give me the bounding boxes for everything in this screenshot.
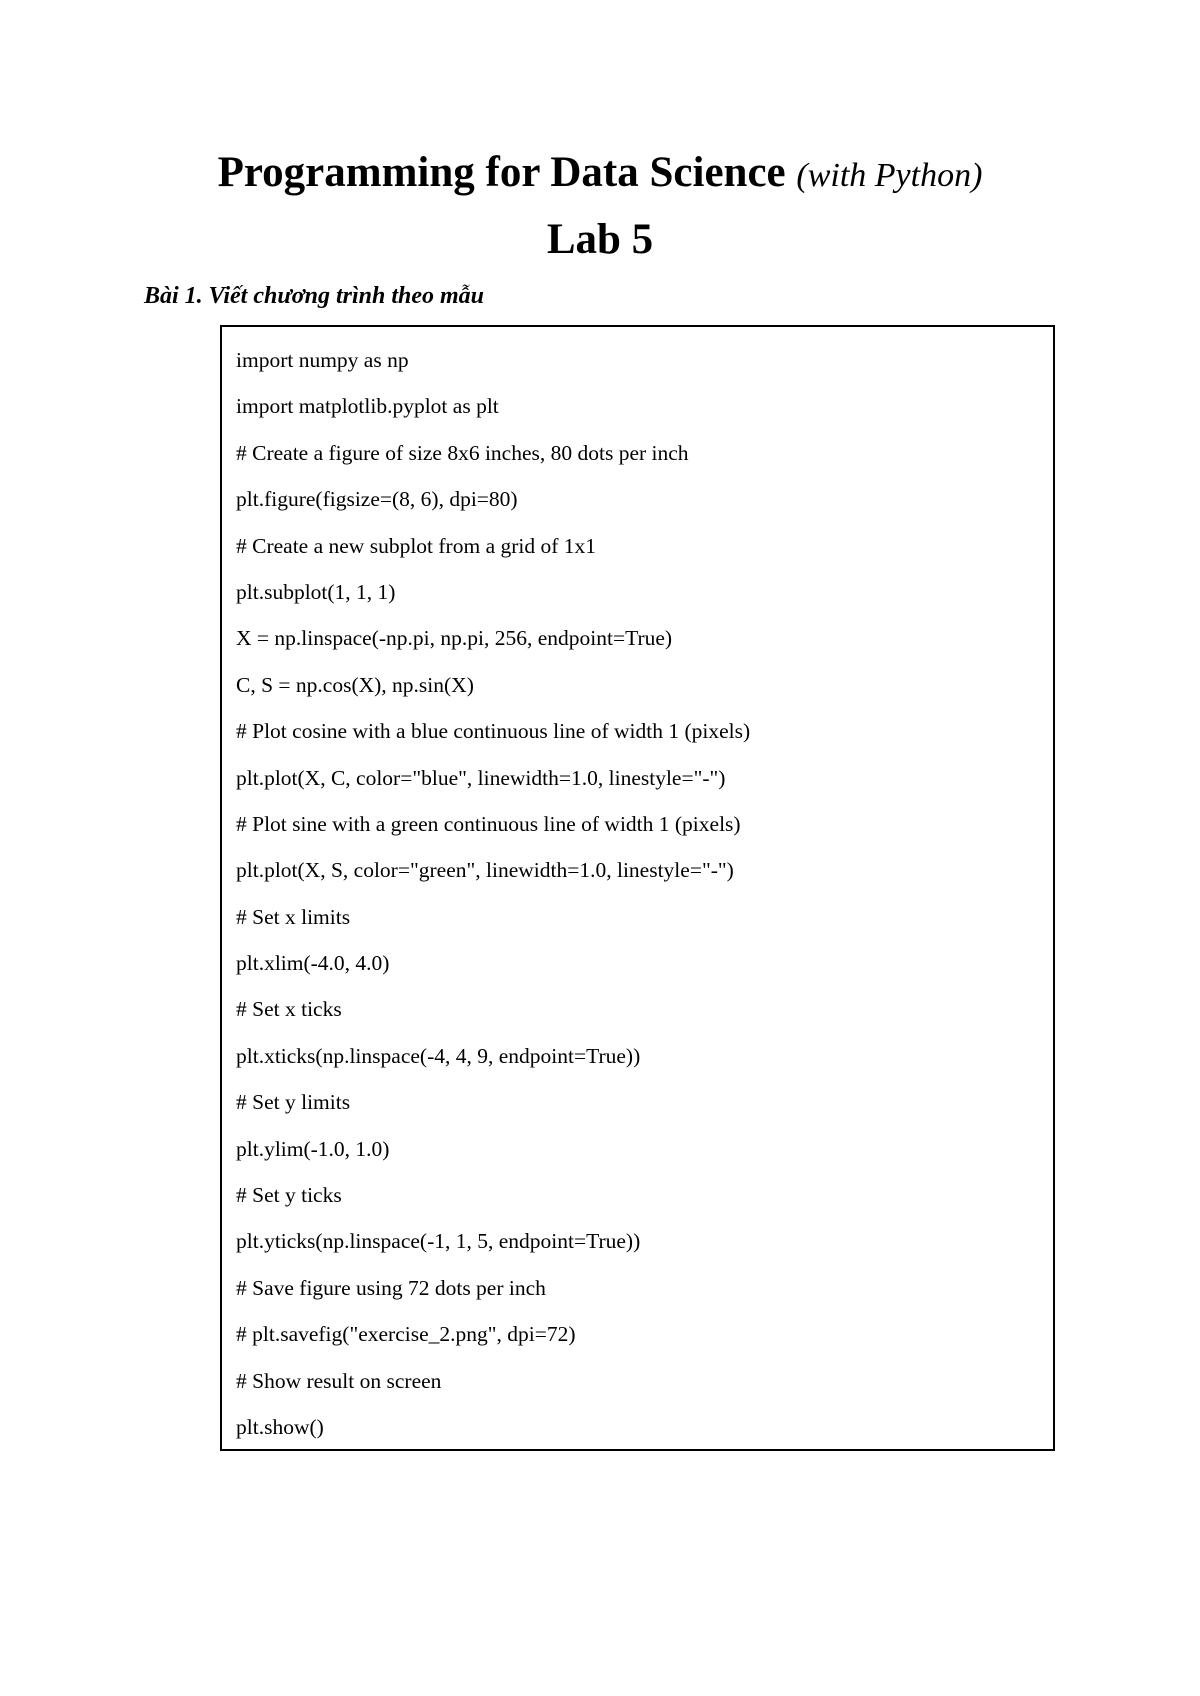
code-line: plt.xlim(-4.0, 4.0) <box>236 951 390 976</box>
document-title-main: Programming for Data Science <box>217 149 786 196</box>
exercise-heading: Bài 1. Viết chương trình theo mẫu <box>144 283 485 309</box>
code-line: # Set x ticks <box>236 997 342 1022</box>
code-line: plt.subplot(1, 1, 1) <box>236 579 396 604</box>
code-line: # Create a new subplot from a grid of 1x1 <box>236 533 597 558</box>
code-line: C, S = np.cos(X), np.sin(X) <box>236 672 474 697</box>
document-title <box>0 145 1200 204</box>
code-line: # Plot sine with a green continuous line of width 1 (pixels) <box>236 811 741 836</box>
code-line: import numpy as np <box>236 348 409 372</box>
code-line: plt.plot(X, S, color="green", linewidth=1.0, linestyle="-") <box>236 858 734 883</box>
document-title-italic: (with Python) <box>796 157 983 194</box>
code-line: plt.xticks(np.linspace(-4, 4, 9, endpoint=True)) <box>236 1043 641 1068</box>
code-line: X = np.linspace(-np.pi, np.pi, 256, endpoint=True) <box>236 626 673 651</box>
code-line: plt.plot(X, C, color="blue", linewidth=1.0, linestyle="-") <box>236 765 726 790</box>
code-line: # plt.savefig("exercise_2.png", dpi=72) <box>236 1322 576 1347</box>
code-line: plt.figure(figsize=(8, 6), dpi=80) <box>236 487 518 512</box>
code-line: plt.yticks(np.linspace(-1, 1, 5, endpoint=True)) <box>236 1229 641 1254</box>
code-line: # Plot cosine with a blue continuous line of width 1 (pixels) <box>236 719 751 744</box>
code-box <box>220 325 1055 1451</box>
code-line: import matplotlib.pyplot as plt <box>236 394 499 419</box>
code-line: # Set y ticks <box>236 1183 342 1208</box>
lab-title: Lab 5 <box>546 216 654 263</box>
code-line: # Show result on screen <box>236 1368 442 1393</box>
code-line: plt.show() <box>236 1414 324 1439</box>
code-line: # Create a figure of size 8x6 inches, 80 dots per inch <box>236 440 689 465</box>
code-line: plt.ylim(-1.0, 1.0) <box>236 1136 390 1161</box>
code-line: # Save figure using 72 dots per inch <box>236 1275 546 1300</box>
code-line: # Set y limits <box>236 1090 351 1115</box>
code-line: # Set x limits <box>236 904 351 929</box>
